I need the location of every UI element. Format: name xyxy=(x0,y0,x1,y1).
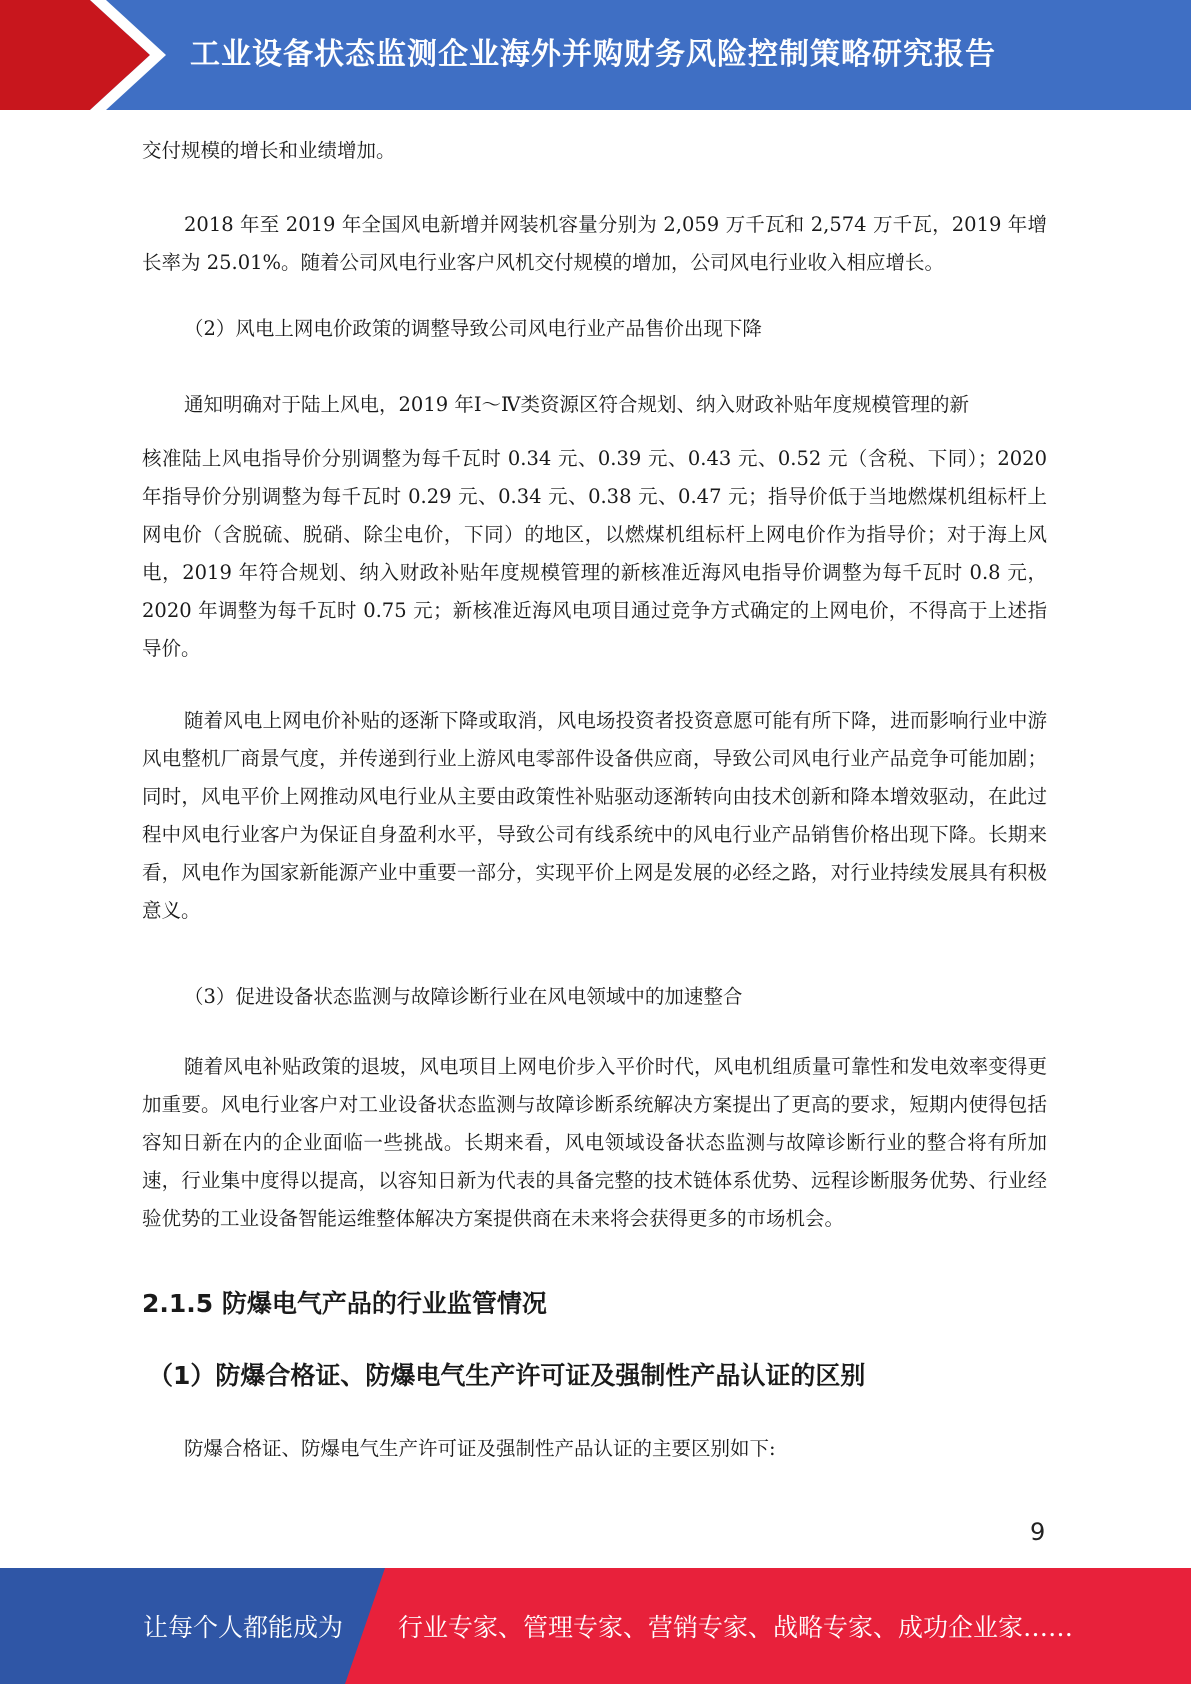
paragraph-3-line-1: 通知明确对于陆上风电，2019 年Ⅰ～Ⅳ类资源区符合规划、纳入财政补贴年度规模管理的新 xyxy=(184,393,970,416)
footer-slogan-right: 行业专家、管理专家、营销专家、战略专家、成功企业家…… xyxy=(398,1613,1074,1642)
paragraph-1: 交付规模的增长和业绩增加。 xyxy=(142,139,396,162)
paragraph-4: 随着风电上网电价补贴的逐渐下降或取消，风电场投资者投资意愿可能有所下降，进而影响行业中游风电整机厂商景气度，并传递到行业上游风电零部件设备供应商，导致公司风电行业产品竞争可能加剧；同时，风电平价上网推动风电行业从主要由政策性补贴驱动逐渐转向由技术创新和降本增效驱动，在此过程中风电行业客户为保证自身盈利水平，导致公司有线系统中的风电行业产品销售价格出现下降。长期来看，风电作为国家新能源产业中重要一部分，实现平价上网是发展的必经之路，对行业持续发展具有积极意义。 xyxy=(142,709,1047,922)
paragraph-5: 随着风电补贴政策的退坡，风电项目上网电价步入平价时代，风电机组质量可靠性和发电效率变得更加重要。风电行业客户对工业设备状态监测与故障诊断系统解决方案提出了更高的要求，短期内使得包括容知日新在内的企业面临一些挑战。长期来看，风电领域设备状态监测与故障诊断行业的整合将有所加速，行业集中度得以提高，以容知日新为代表的具备完整的技术链体系优势、远程诊断服务优势、行业经验优势的工业设备智能运维整体解决方案提供商在未来将会获得更多的市场机会。 xyxy=(142,1055,1047,1230)
paragraph-2: 2018 年至 2019 年全国风电新增并网装机容量分别为 2,059 万千瓦和 2,574 万千瓦，2019 年增长率为 25.01%。随着公司风电行业客户风机交付规模的增加，公司风电行业收入相应增长。 xyxy=(142,213,1047,274)
footer-slogan-left: 让每个人都能成为 xyxy=(143,1613,344,1642)
report-title: 工业设备状态监测企业海外并购财务风险控制策略研究报告 xyxy=(190,37,996,72)
section-heading: 2.1.5 防爆电气产品的行业监管情况 xyxy=(142,1289,547,1318)
page-number: 9 xyxy=(1030,1518,1046,1546)
subheading-2: （2）风电上网电价政策的调整导致公司风电行业产品售价出现下降 xyxy=(184,317,762,340)
page-footer xyxy=(0,1568,1191,1684)
paragraph-3: 核准陆上风电指导价分别调整为每千瓦时 0.34 元、0.39 元、0.43 元、0.52 元（含税、下同）；2020 年指导价分别调整为每千瓦时 0.29 元、0.34 元、0.38 元、0.47 元；指导价低于当地燃煤机组标杆上网电价（含脱硫、脱硝、除尘电价，下同）的地区，以燃煤机组标杆上网电价作为指导价；对于海上风电，2019 年符合规划、纳入财政补贴年度规模管理的新核准近海风电指导价调整为每千瓦时 0.8 元，2020 年调整为每千瓦时 0.75 元；新核准近海风电项目通过竞争方式确定的上网电价，不得高于上述指导价。 xyxy=(142,447,1047,660)
page-header xyxy=(0,0,1191,110)
subheading-3: （3）促进设备状态监测与故障诊断行业在风电领域中的加速整合 xyxy=(184,985,743,1008)
subsection-heading: （1）防爆合格证、防爆电气生产许可证及强制性产品认证的区别 xyxy=(148,1361,866,1390)
paragraph-6: 防爆合格证、防爆电气生产许可证及强制性产品认证的主要区别如下: xyxy=(184,1437,776,1460)
